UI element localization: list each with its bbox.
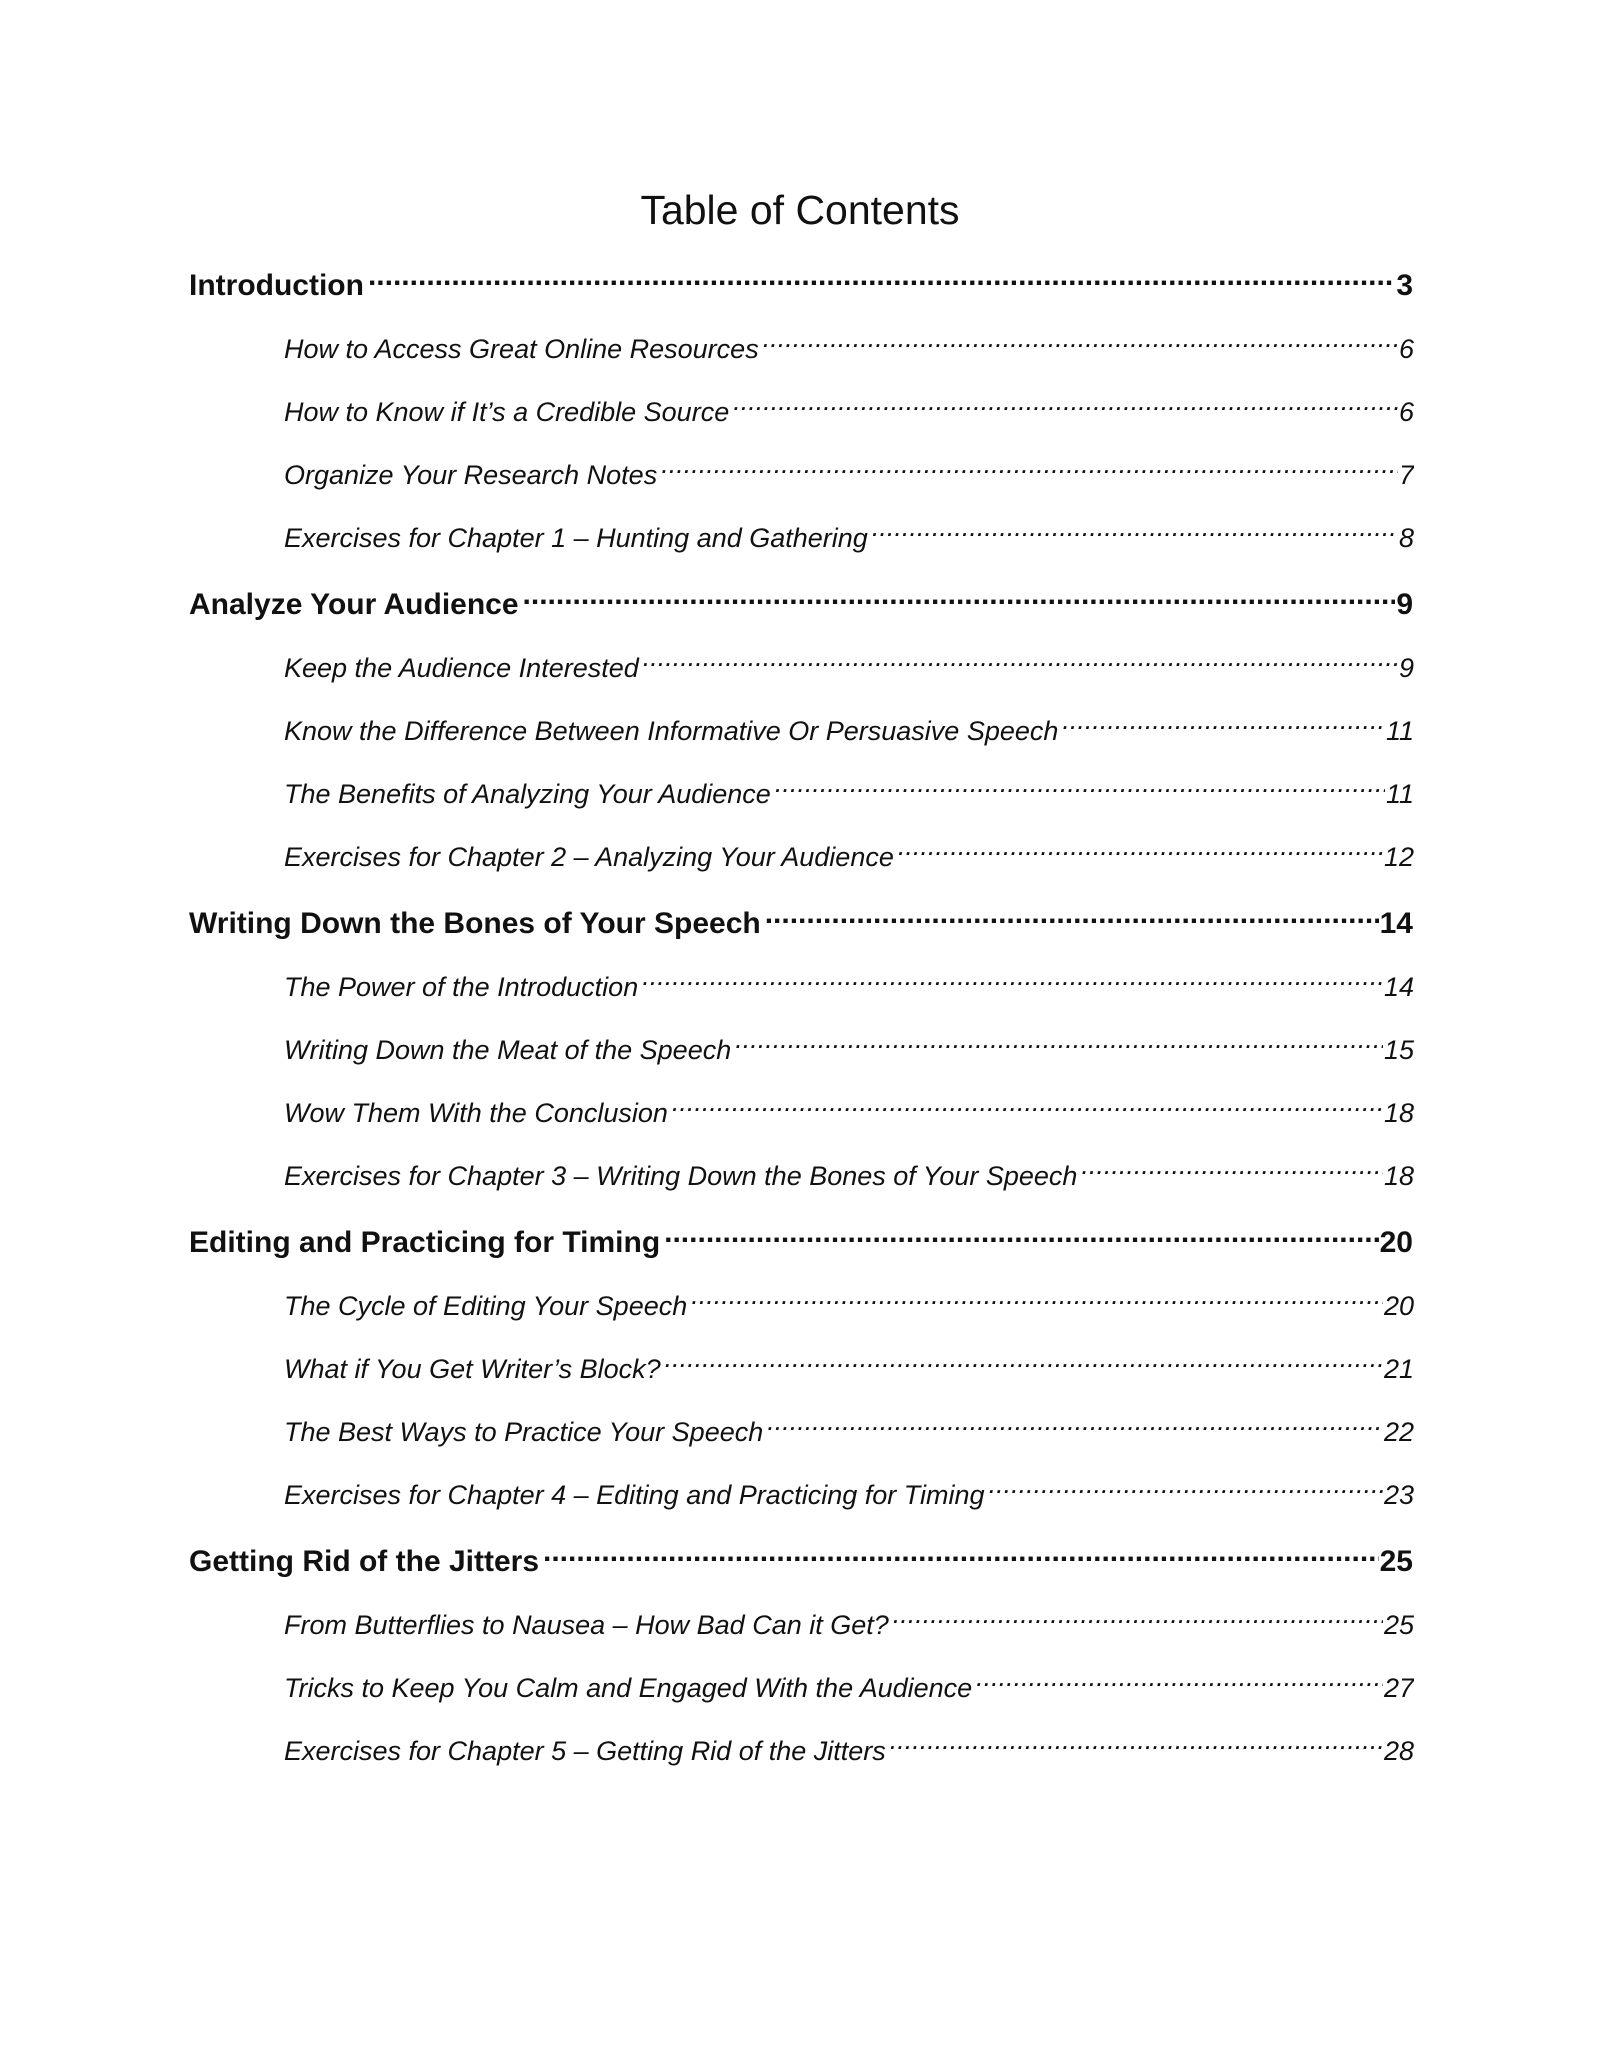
toc-entry-label: Writing Down the Bones of Your Speech [189, 907, 761, 940]
dot-leader [759, 331, 1398, 358]
toc-entry-label: Exercises for Chapter 2 – Analyzing Your Audience [284, 842, 894, 872]
toc-section-entry[interactable] [284, 963, 1414, 1011]
dot-leader [519, 584, 1396, 614]
toc-entry-label: Keep the Audience Interested [284, 653, 639, 683]
toc-section-entry[interactable] [284, 1026, 1414, 1074]
dot-leader [731, 1032, 1383, 1059]
toc-list [0, 262, 1600, 1790]
dot-leader [364, 265, 1395, 295]
toc-page-number: 18 [1383, 1098, 1414, 1128]
toc-page-number: 15 [1383, 1035, 1414, 1065]
toc-section-entry[interactable] [284, 388, 1414, 436]
toc-section-entry[interactable] [284, 770, 1414, 818]
toc-page-number: 20 [1379, 1226, 1413, 1259]
toc-page-number: 11 [1385, 716, 1414, 746]
toc-section-entry[interactable] [284, 1601, 1414, 1649]
toc-entry-label: The Power of the Introduction [284, 972, 639, 1002]
toc-page-number: 23 [1383, 1480, 1414, 1510]
toc-section-entry[interactable] [284, 325, 1414, 373]
toc-page-number: 28 [1383, 1736, 1414, 1766]
toc-page-number: 12 [1383, 842, 1414, 872]
toc-entry-label: The Cycle of Editing Your Speech [284, 1291, 688, 1321]
toc-page-number: 25 [1383, 1610, 1414, 1640]
toc-section-entry[interactable] [284, 1664, 1414, 1712]
toc-page-number: 14 [1379, 907, 1413, 940]
toc-section-entry[interactable] [284, 514, 1414, 562]
dot-leader [657, 457, 1398, 484]
toc-section-entry[interactable] [284, 644, 1414, 692]
toc-section-entry[interactable] [284, 1408, 1414, 1456]
toc-section-entry[interactable] [284, 1282, 1414, 1330]
toc-entry-label: Exercises for Chapter 5 – Getting Rid of the Jitters [284, 1736, 886, 1766]
toc-entry-label: Know the Difference Between Informative Or Persuasive Speech [284, 716, 1059, 746]
toc-entry-label: What if You Get Writer’s Block? [284, 1354, 661, 1384]
dot-leader [886, 1733, 1383, 1760]
dot-leader [660, 1222, 1378, 1252]
toc-entry-label: Analyze Your Audience [189, 588, 519, 621]
dot-leader [889, 1607, 1383, 1634]
toc-page-number: 9 [1398, 653, 1414, 683]
toc-page-number: 11 [1385, 779, 1414, 809]
toc-page-number: 6 [1398, 334, 1414, 364]
toc-entry-label: Tricks to Keep You Calm and Engaged With the Audience [284, 1673, 973, 1703]
dot-leader [661, 1351, 1383, 1378]
toc-chapter-entry[interactable] [189, 1219, 1413, 1267]
toc-entry-label: From Butterflies to Nausea – How Bad Can it Get? [284, 1610, 889, 1640]
toc-page-number: 7 [1398, 460, 1414, 490]
toc-page-number: 14 [1383, 972, 1414, 1002]
toc-page-number: 21 [1383, 1354, 1414, 1384]
toc-entry-label: How to Know if It’s a Credible Source [284, 397, 730, 427]
toc-section-entry[interactable] [284, 707, 1414, 755]
toc-chapter-entry[interactable] [189, 262, 1413, 310]
toc-entry-label: Wow Them With the Conclusion [284, 1098, 668, 1128]
toc-page-number: 9 [1396, 588, 1413, 621]
dot-leader [638, 969, 1383, 996]
toc-section-entry[interactable] [284, 833, 1414, 881]
dot-leader [763, 1414, 1383, 1441]
toc-chapter-entry[interactable] [189, 1538, 1413, 1586]
toc-section-entry[interactable] [284, 1471, 1414, 1519]
toc-entry-label: Introduction [189, 269, 364, 302]
toc-entry-label: Editing and Practicing for Timing [189, 1226, 661, 1259]
dot-leader [668, 1095, 1383, 1122]
toc-entry-label: The Best Ways to Practice Your Speech [284, 1417, 764, 1447]
toc-chapter-entry[interactable] [189, 581, 1413, 629]
toc-page-number: 20 [1383, 1291, 1414, 1321]
toc-section-entry[interactable] [284, 451, 1414, 499]
dot-leader [771, 776, 1385, 803]
toc-entry-label: How to Access Great Online Resources [284, 334, 759, 364]
toc-entry-label: Writing Down the Meat of the Speech [284, 1035, 732, 1065]
toc-page-number: 8 [1398, 523, 1414, 553]
dot-leader [894, 839, 1383, 866]
toc-entry-label: Getting Rid of the Jitters [189, 1545, 540, 1578]
toc-entry-label: Exercises for Chapter 3 – Writing Down the Bones of Your Speech [284, 1161, 1078, 1191]
toc-title: Table of Contents [640, 187, 960, 233]
dot-leader [639, 650, 1398, 677]
dot-leader [868, 520, 1398, 547]
toc-section-entry[interactable] [284, 1345, 1414, 1393]
toc-page-number: 25 [1379, 1545, 1413, 1578]
dot-leader [539, 1541, 1379, 1571]
toc-entry-label: The Benefits of Analyzing Your Audience [284, 779, 771, 809]
toc-chapter-entry[interactable] [189, 900, 1413, 948]
dot-leader [729, 394, 1398, 421]
toc-section-entry[interactable] [284, 1152, 1414, 1200]
toc-page-number: 3 [1396, 269, 1413, 302]
toc-page-number: 22 [1383, 1417, 1414, 1447]
toc-entry-label: Organize Your Research Notes [284, 460, 658, 490]
dot-leader [687, 1288, 1383, 1315]
toc-entry-label: Exercises for Chapter 4 – Editing and Practicing for Timing [284, 1480, 985, 1510]
dot-leader [761, 903, 1379, 933]
toc-entry-label: Exercises for Chapter 1 – Hunting and Gathering [284, 523, 868, 553]
toc-section-entry[interactable] [284, 1727, 1414, 1775]
toc-page-number: 18 [1383, 1161, 1414, 1191]
dot-leader [972, 1670, 1383, 1697]
dot-leader [985, 1477, 1383, 1504]
dot-leader [1077, 1158, 1383, 1185]
toc-page-number: 27 [1383, 1673, 1414, 1703]
toc-section-entry[interactable] [284, 1089, 1414, 1137]
toc-page-number: 6 [1398, 397, 1414, 427]
dot-leader [1058, 713, 1385, 740]
